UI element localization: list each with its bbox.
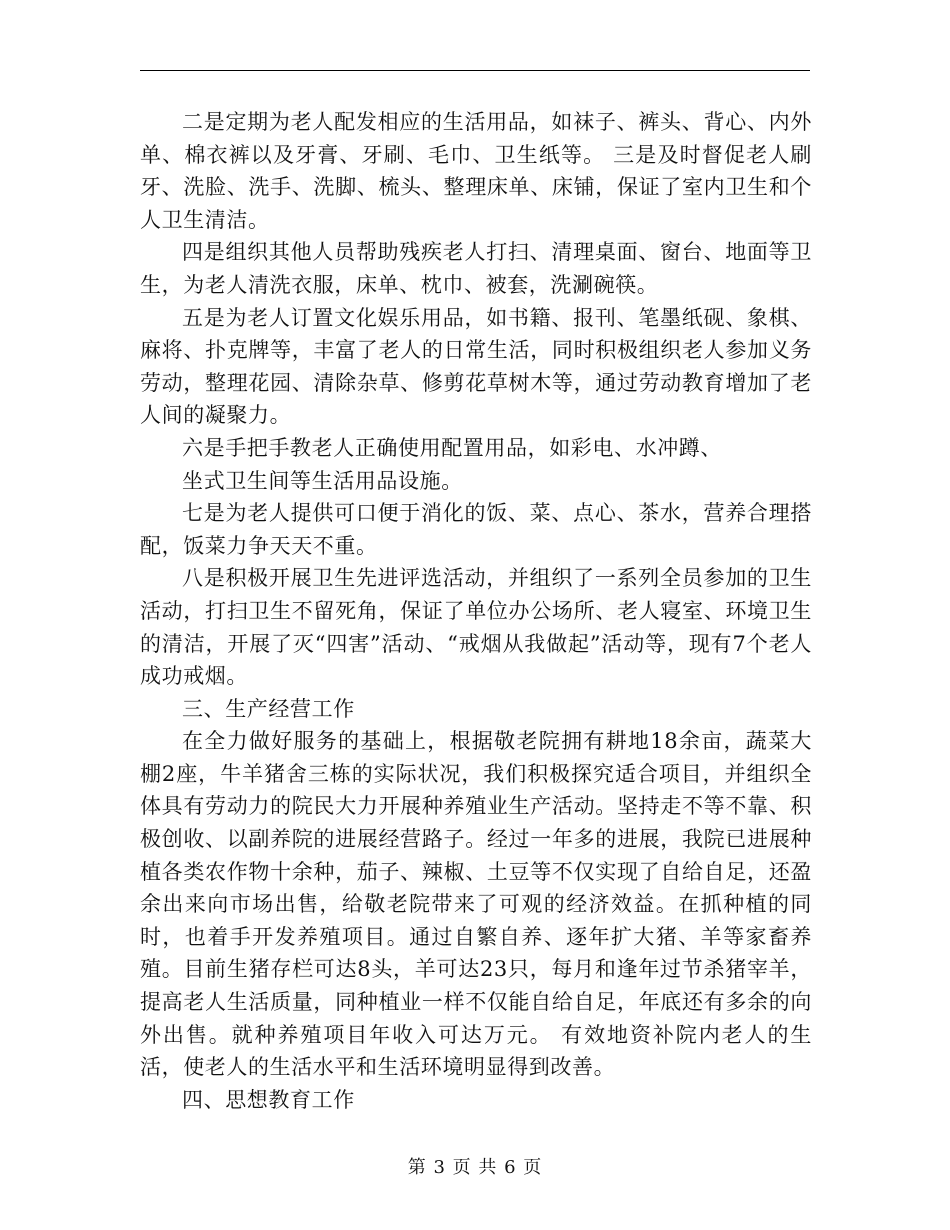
paragraph-cleaning-help: 四是组织其他人员帮助残疾老人打扫、清理桌面、窗台、地面等卫生，为老人清洗衣服，床单、枕巾、被套，洗涮碗筷。 (140, 240, 812, 297)
paragraph-appliance-training: 六是手把手教老人正确使用配置用品，如彩电、水冲蹲、 (182, 435, 722, 460)
section-heading-education: 四、思想教育工作 (182, 1087, 355, 1112)
paragraph-appliance-training-continued: 坐式卫生间等生活用品设施。 (182, 468, 463, 493)
section-heading-production: 三、生产经营工作 (182, 696, 355, 721)
paragraph-supplies: 二是定期为老人配发相应的生活用品，如袜子、裤头、背心、内外单、棉衣裤以及牙膏、牙刷、毛巾、卫生纸等。 三是及时督促老人刷牙、洗脸、洗手、洗脚、梳头、整理床单、床铺，保证了室内卫生和个人卫生清洁。 (140, 110, 812, 232)
paragraph-production: 在全力做好服务的基础上，根据敬老院拥有耕地18余亩，蔬菜大棚2座，牛羊猪舍三栋的实际状况，我们积极探究适合项目，并组织全体具有劳动力的院民大力开展种养殖业生产活动。坚持走不等不靠、积极创收、以副养院的进展经营路子。经过一年多的进展，我院已进展种植各类农作物十余种，茄子、辣椒、土豆等不仅实现了自给自足，还盈余出来向市场出售，给敬老院带来了可观的经济效益。在抓种植的同时，也着手开发养殖项目。通过自繁自养、逐年扩大猪、羊等家畜养殖。目前生猪存栏可达8头，羊可达23只，每月和逢年过节杀猪宰羊，提高老人生活质量，同种植业一样不仅能自给自足，年底还有多余的向外出售。就种养殖项目年收入可达万元。 有效地资补院内老人的生活，使老人的生活水平和生活环境明显得到改善。 (140, 729, 812, 1080)
header-rule (140, 70, 810, 71)
document-body (140, 106, 812, 1116)
page-number: 第 3 页 共 6 页 (407, 1157, 543, 1178)
paragraph-meals: 七是为老人提供可口便于消化的饭、菜、点心、茶水，营养合理搭配，饭菜力争天天不重。 (140, 501, 812, 558)
paragraph-recreation: 五是为老人订置文化娱乐用品，如书籍、报刊、笔墨纸砚、象棋、麻将、扑克牌等，丰富了老人的日常生活，同时积极组织老人参加义务劳动，整理花园、清除杂草、修剪花草树木等，通过劳动教育增加了老人间的凝聚力。 (140, 305, 812, 428)
paragraph-hygiene-campaign: 八是积极开展卫生先进评选活动，并组织了一系列全员参加的卫生活动，打扫卫生不留死角，保证了单位办公场所、老人寝室、环境卫生的清洁，开展了灭“四害”活动、“戒烟从我做起”活动等，现有7个老人成功戒烟。 (140, 566, 812, 689)
